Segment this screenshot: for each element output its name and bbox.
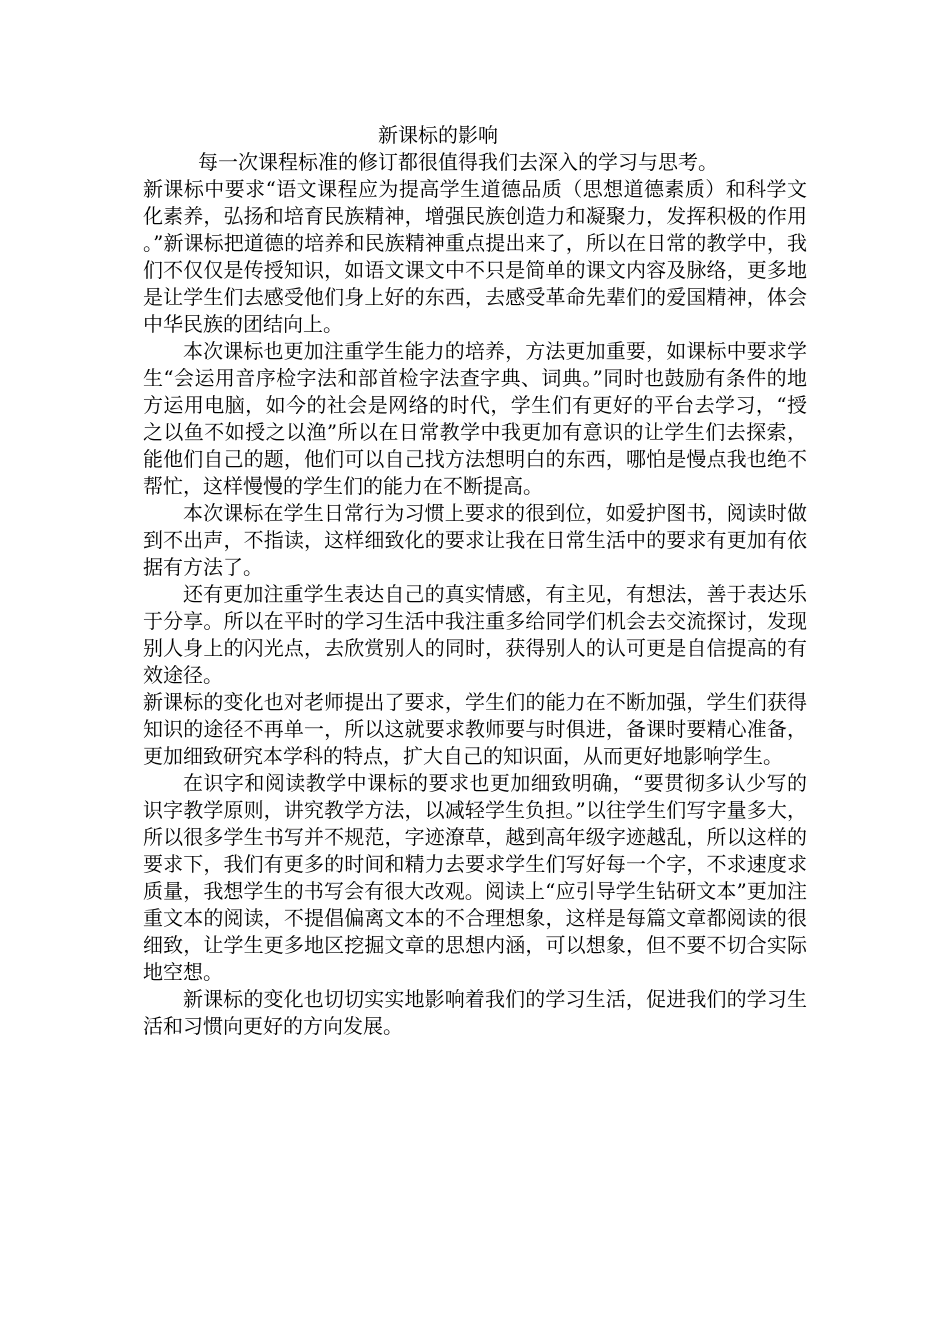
paragraph-4: 还有更加注重学生表达自己的真实情感，有主见，有想法，善于表达乐于分享。所以在平时的学习生活中我注重多给同学们机会去交流探讨，发现别人身上的闪光点，去欣赏别人的同时，获得别人的认可更是自信提高的有效途径。 [143,582,807,687]
paragraph-1-body: 新课标中要求“语文课程应为提高学生道德品质（思想道德素质）和科学文化素养，弘扬和培育民族精神，增强民族创造力和凝聚力，发挥积极的作用。”新课标把道德的培养和民族精神重点提出来了，所以在日常的教学中，我们不仅仅是传授知识，如语文课文中不只是简单的课文内容及脉络，更多地是让学生们去感受他们身上好的东西，去感受革命先辈们的爱国精神，体会中华民族的团结向上。 [143,177,807,336]
paragraph-2: 本次课标也更加注重学生能力的培养，方法更加重要，如课标中要求学生“会运用音序检字法和部首检字法查字典、词典。”同时也鼓励有条件的地方运用电脑，如今的社会是网络的时代，学生们有更好的平台去学习，“授之以鱼不如授之以渔”所以在日常教学中我更加有意识的让学生们去探索，能他们自己的题，他们可以自己找方法想明白的东西，哪怕是慢点我也绝不帮忙，这样慢慢的学生们的能力在不断提高。 [143,339,807,498]
paragraph-5: 新课标的变化也对老师提出了要求，学生们的能力在不断加强，学生们获得知识的途径不再单一，所以这就要求教师要与时俱进，备课时要精心准备，更加细致研究本学科的特点，扩大自己的知识面，从而更好地影响学生。 [143,690,807,768]
paragraph-1 [143,149,807,338]
paragraph-7: 新课标的变化也切切实实地影响着我们的学习生活，促进我们的学习生活和习惯向更好的方向发展。 [143,987,807,1038]
paragraph-3: 本次课标在学生日常行为习惯上要求的很到位，如爱护图书，阅读时做到不出声，不指读，这样细致化的要求让我在日常生活中的要求有更加有依据有方法了。 [143,501,807,579]
document-page [143,122,807,1040]
paragraph-1-first-line: 每一次课程标准的修订都很值得我们去深入的学习与思考。 [198,150,718,174]
paragraph-6: 在识字和阅读教学中课标的要求也更加细致明确，“要贯彻多认少写的识字教学原则，讲究教学方法，以减轻学生负担。”以往学生们写字量多大，所以很多学生书写并不规范，字迹潦草，越到高年级字迹越乱，所以这样的要求下，我们有更多的时间和精力去要求学生们写好每一个字，不求速度求质量，我想学生的书写会有很大改观。阅读上“应引导学生钻研文本”更加注重文本的阅读，不提倡偏离文本的不合理想象，这样是每篇文章都阅读的很细致，让学生更多地区挖掘文章的思想内涵，可以想象，但不要不切合实际地空想。 [143,771,807,984]
document-title: 新课标的影响 [378,123,498,147]
